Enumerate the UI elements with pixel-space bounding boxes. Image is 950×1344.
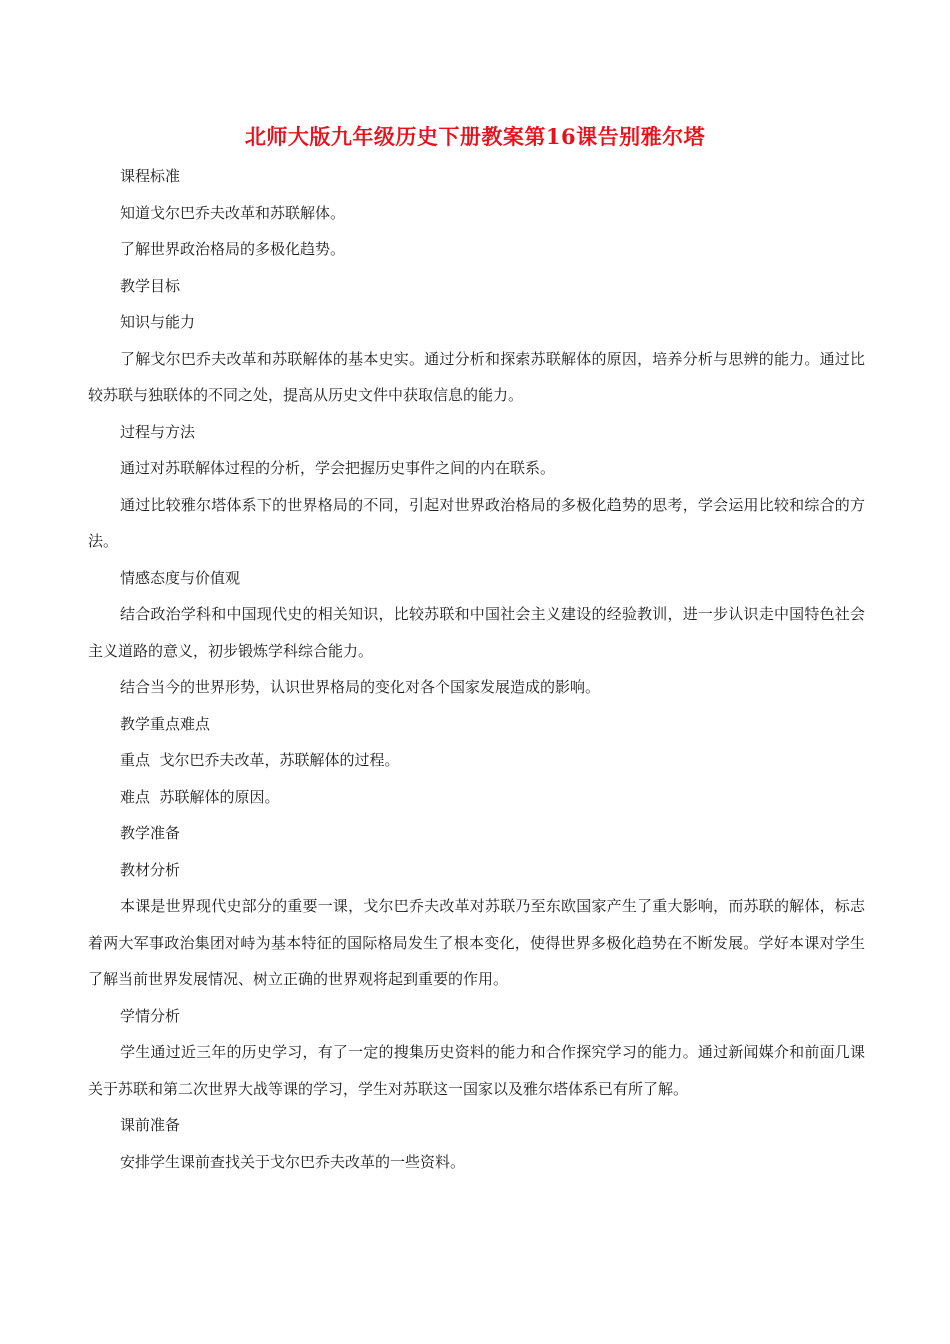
paragraph-difficult-point: 难点 苏联解体的原因。 — [120, 787, 280, 806]
paragraph: 安排学生课前查找关于戈尔巴乔夫改革的一些资料。 — [120, 1152, 466, 1171]
heading-emotion-values: 情感态度与价值观 — [120, 568, 241, 587]
paragraph: 通过比较雅尔塔体系下的世界格局的不同，引起对世界政治格局的多极化趋势的思考，学会运用比较和综合的方法。 — [88, 495, 865, 550]
paragraph: 本课是世界现代史部分的重要一课，戈尔巴乔夫改革对苏联乃至东欧国家产生了重大影响，而苏联的解体，标志着两大军事政治集团对峙为基本特征的国际格局发生了根本变化，使得世界多极化趋势在不断发展。学好本课对学生了解当前世界发展情况、树立正确的世界观将起到重要的作用。 — [88, 897, 865, 988]
heading-key-difficult-points: 教学重点难点 — [120, 714, 211, 733]
heading-curriculum-standard: 课程标准 — [120, 167, 181, 185]
paragraph: 知道戈尔巴乔夫改革和苏联解体。 — [120, 203, 346, 222]
paragraph-key-point: 重点 戈尔巴乔夫改革，苏联解体的过程。 — [120, 751, 400, 769]
paragraph: 了解戈尔巴乔夫改革和苏联解体的基本史实。通过分析和探索苏联解体的原因，培养分析与思辨的能力。通过比较苏联与独联体的不同之处，提高从历史文件中获取信息的能力。 — [88, 349, 865, 404]
document-body — [88, 158, 865, 1180]
heading-learner-analysis: 学情分析 — [120, 1006, 181, 1025]
paragraph: 通过对苏联解体过程的分析，学会把握历史事件之间的内在联系。 — [120, 459, 556, 477]
heading-process-method: 过程与方法 — [120, 422, 196, 441]
heading-knowledge-ability: 知识与能力 — [120, 313, 196, 331]
heading-teaching-objectives: 教学目标 — [120, 276, 181, 295]
paragraph: 了解世界政治格局的多极化趋势。 — [120, 240, 346, 258]
document-title: 北师大版九年级历史下册教案第16课告别雅尔塔 — [244, 124, 706, 149]
heading-pre-class-preparation: 课前准备 — [120, 1116, 181, 1134]
heading-textbook-analysis: 教材分析 — [120, 860, 181, 879]
paragraph: 学生通过近三年的历史学习，有了一定的搜集历史资料的能力和合作探究学习的能力。通过新闻媒介和前面几课关于苏联和第二次世界大战等课的学习，学生对苏联这一国家以及雅尔塔体系已有所了解。 — [88, 1043, 865, 1098]
heading-teaching-preparation: 教学准备 — [120, 824, 181, 842]
paragraph: 结合政治学科和中国现代史的相关知识，比较苏联和中国社会主义建设的经验教训，进一步认识走中国特色社会主义道路的意义，初步锻炼学科综合能力。 — [88, 605, 865, 660]
paragraph: 结合当今的世界形势，认识世界格局的变化对各个国家发展造成的影响。 — [120, 678, 601, 696]
